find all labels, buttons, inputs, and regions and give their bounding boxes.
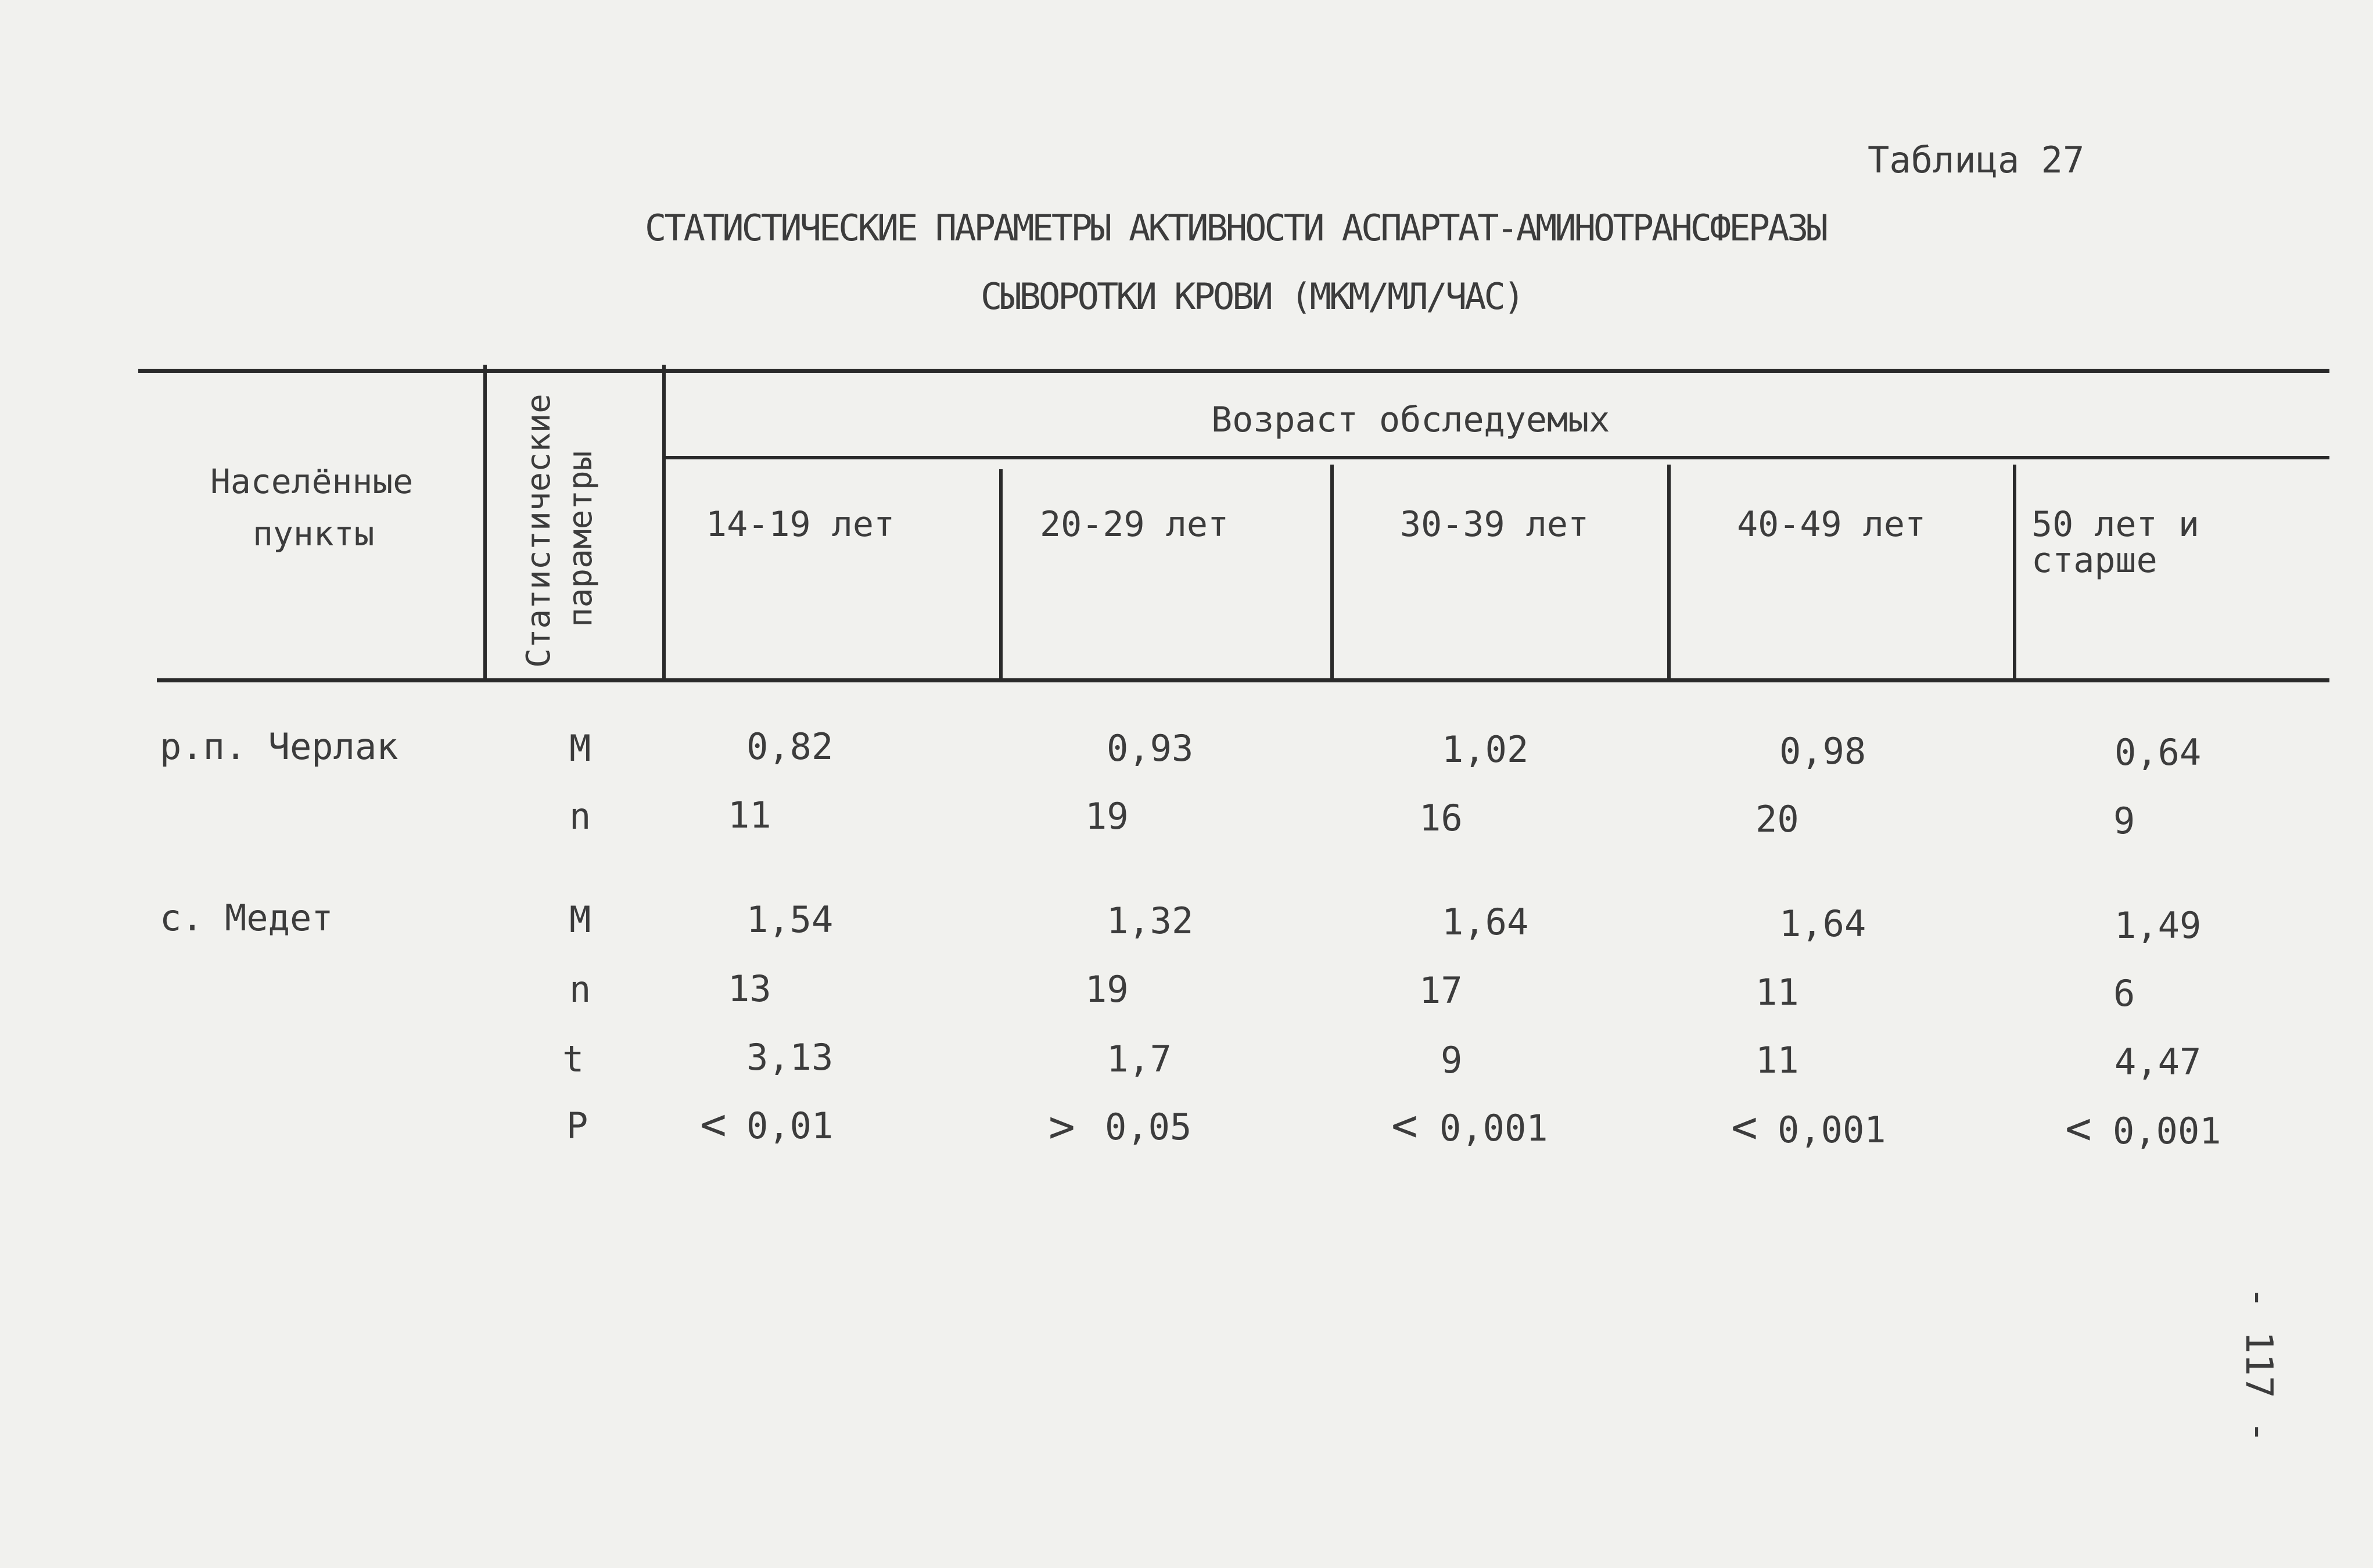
table-cell: 0,001 [1778, 1109, 1886, 1151]
comparison-sign: < [1391, 1099, 1418, 1151]
table-cell: 11 [728, 794, 771, 836]
header-age-14-19: 14-19 лет [706, 504, 895, 545]
table-cell: 1,64 [1779, 902, 1866, 945]
table-cell: 11 [1755, 971, 1799, 1013]
header-age-30-39: 30-39 лет [1400, 504, 1589, 545]
table-title-line1: СТАТИСТИЧЕСКИЕ ПАРАМЕТРЫ АКТИВНОСТИ АСПАРТАТ-АМИНОТРАНСФЕРАЗЫ [645, 207, 1826, 249]
table-cell: 0,001 [1439, 1107, 1548, 1149]
row-param: P [566, 1105, 588, 1147]
table-cell: 1,02 [1442, 728, 1529, 771]
table-cell: 4,47 [2114, 1041, 2202, 1083]
header-age-50-plus-line1: 50 лет и [2031, 504, 2199, 545]
table-cell: 1,64 [1442, 901, 1529, 943]
table-cell: 11 [1755, 1039, 1799, 1081]
row-param: t [562, 1038, 584, 1080]
table-cell: 0,01 [746, 1105, 834, 1147]
row-param: M [569, 898, 591, 941]
column-divider-places [483, 365, 487, 682]
column-divider-age-2 [1330, 465, 1334, 682]
header-stats-line2: параметры [562, 451, 599, 627]
row-place-medet: с. Медет [160, 897, 333, 939]
header-places-line2: пункты [253, 514, 375, 553]
column-divider-stats [662, 365, 666, 682]
table-cell: 0,82 [746, 725, 834, 768]
header-stats-line1: Статистические [520, 393, 558, 668]
age-group-rule [665, 456, 2329, 459]
table-cell: 1,54 [746, 898, 834, 941]
header-places-line1: Населённые [210, 462, 414, 501]
table-top-rule [138, 369, 2329, 373]
table-label: Таблица 27 [1868, 139, 2085, 181]
table-cell: 16 [1419, 797, 1463, 839]
table-cell: 17 [1419, 969, 1463, 1012]
comparison-sign: < [700, 1098, 727, 1150]
table-cell: 1,32 [1107, 900, 1194, 942]
header-age-50-plus-line2: старше [2031, 540, 2157, 581]
table-cell: 9 [1441, 1039, 1463, 1081]
table-title-line2: СЫВОРОТКИ КРОВИ (МКМ/МЛ/ЧАС) [981, 275, 1523, 318]
table-cell: 6 [2113, 972, 2135, 1015]
table-cell: 19 [1085, 968, 1129, 1010]
table-cell: 9 [2113, 800, 2135, 842]
row-place-cherlak: р.п. Черлак [160, 725, 399, 768]
column-divider-age-3 [1667, 465, 1671, 682]
header-age-group: Возраст обследуемых [1211, 400, 1610, 440]
comparison-sign: > [1049, 1101, 1075, 1152]
row-param: n [569, 795, 591, 837]
table-cell: 13 [728, 968, 771, 1010]
header-bottom-rule [157, 678, 2329, 682]
table-cell: 1,7 [1107, 1038, 1172, 1080]
column-divider-age-4 [2013, 465, 2016, 682]
row-param: M [569, 727, 591, 769]
table-cell: 0,05 [1105, 1106, 1192, 1148]
table-cell: 0,98 [1779, 730, 1866, 772]
table-cell: 0,001 [2113, 1110, 2221, 1152]
header-age-20-29: 20-29 лет [1040, 504, 1229, 545]
column-divider-age-1 [999, 469, 1003, 682]
table-cell: 0,64 [2114, 731, 2202, 774]
page-number: - 117 - [2237, 1286, 2280, 1443]
table-cell: 1,49 [2114, 904, 2202, 947]
row-param: n [569, 968, 591, 1010]
table-cell: 0,93 [1107, 727, 1194, 769]
table-cell: 20 [1755, 798, 1799, 840]
comparison-sign: < [1731, 1101, 1758, 1153]
table-cell: 19 [1085, 795, 1129, 837]
comparison-sign: < [2065, 1102, 2092, 1154]
table-cell: 3,13 [746, 1036, 834, 1078]
header-age-40-49: 40-49 лет [1737, 504, 1926, 545]
